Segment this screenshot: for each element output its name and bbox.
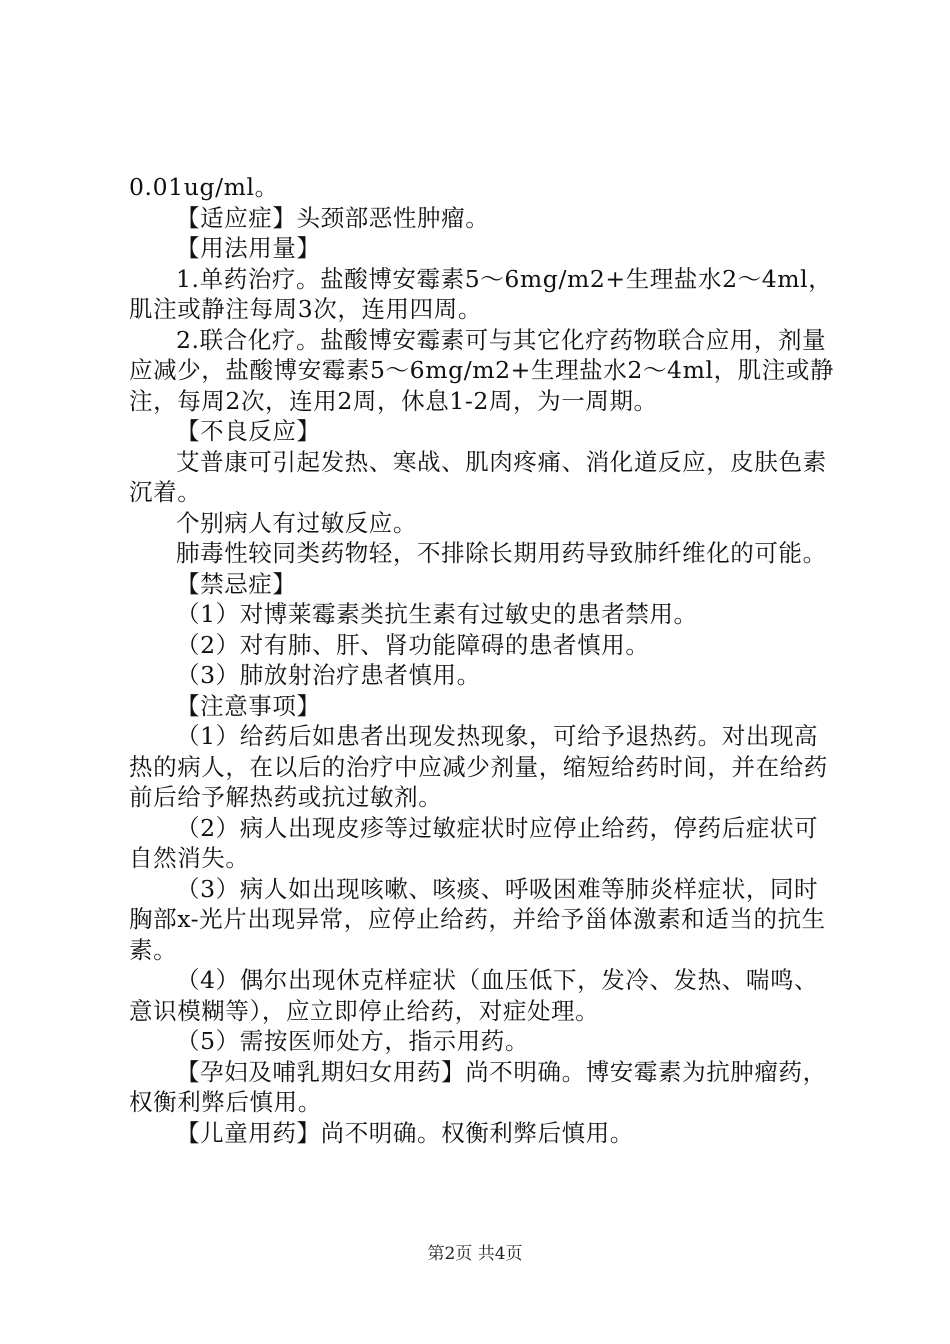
paragraph-contra-2: （2）对有肺、肝、肾功能障碍的患者慎用。 [176, 630, 650, 659]
paragraph-pregnancy: 【孕妇及哺乳期妇女用药】尚不明确。博安霉素为抗肿瘤药，权衡利弊后慎用。 [129, 1057, 827, 1116]
heading-precautions: 【注意事项】 [176, 691, 321, 720]
paragraph-dosage-combined: 2.联合化疗。盐酸博安霉素可与其它化疗药物联合应用，剂量应减少，盐酸博安霉素5～6mg/m2+生理盐水2～4ml，肌注或静注，每周2次，连用2周，休息1-2周，为一周期。 [129, 325, 835, 415]
paragraph-indications: 【适应症】头颈部恶性肿瘤。 [176, 203, 490, 232]
heading-contraindications: 【禁忌症】 [176, 569, 297, 598]
paragraph-adverse-2: 个别病人有过敏反应。 [176, 508, 417, 537]
paragraph-precaution-3: （3）病人如出现咳嗽、咳痰、呼吸困难等肺炎样症状，同时胸部x-光片出现异常，应停止给药，并给予甾体激素和适当的抗生素。 [129, 874, 826, 964]
heading-adverse-reactions: 【不良反应】 [176, 417, 321, 445]
paragraph-contra-3: （3）肺放射治疗患者慎用。 [176, 661, 481, 689]
paragraph-precaution-1: （1）给药后如患者出现发热现象，可给予退热药。对出现高热的病人，在以后的治疗中应减少剂量，缩短给药时间，并在给药前后给予解热药或抗过敏剂。 [129, 722, 828, 811]
paragraph-precaution-2: （2）病人出现皮疹等过敏症状时应停止给药，停药后症状可自然消失。 [129, 813, 819, 872]
paragraph-adverse-1: 艾普康可引起发热、寒战、肌肉疼痛、消化道反应，皮肤色素沉着。 [129, 447, 827, 506]
paragraph-pediatric: 【儿童用药】尚不明确。权衡利弊后慎用。 [176, 1118, 634, 1147]
page-number-footer: 第2页 共4页 [427, 1244, 523, 1264]
paragraph-precaution-4: （4）偶尔出现休克样症状（血压低下，发冷、发热、喘鸣、意识模糊等），应立即停止给药，对症处理。 [129, 966, 819, 1025]
paragraph-dosage-single: 1.单药治疗。盐酸博安霉素5～6mg/m2+生理盐水2～4ml，肌注或静注每周3次，连用四周。 [129, 264, 833, 323]
paragraph-precaution-5: （5）需按医师处方，指示用药。 [176, 1027, 529, 1055]
paragraph-contra-1: （1）对博莱霉素类抗生素有过敏史的患者禁用。 [176, 600, 698, 628]
document-body [129, 172, 841, 1148]
heading-dosage: 【用法用量】 [176, 234, 321, 262]
paragraph-adverse-3: 肺毒性较同类药物轻，不排除长期用药导致肺纤维化的可能。 [176, 539, 827, 567]
paragraph-concentration: 0.01ug/ml。 [129, 173, 279, 201]
